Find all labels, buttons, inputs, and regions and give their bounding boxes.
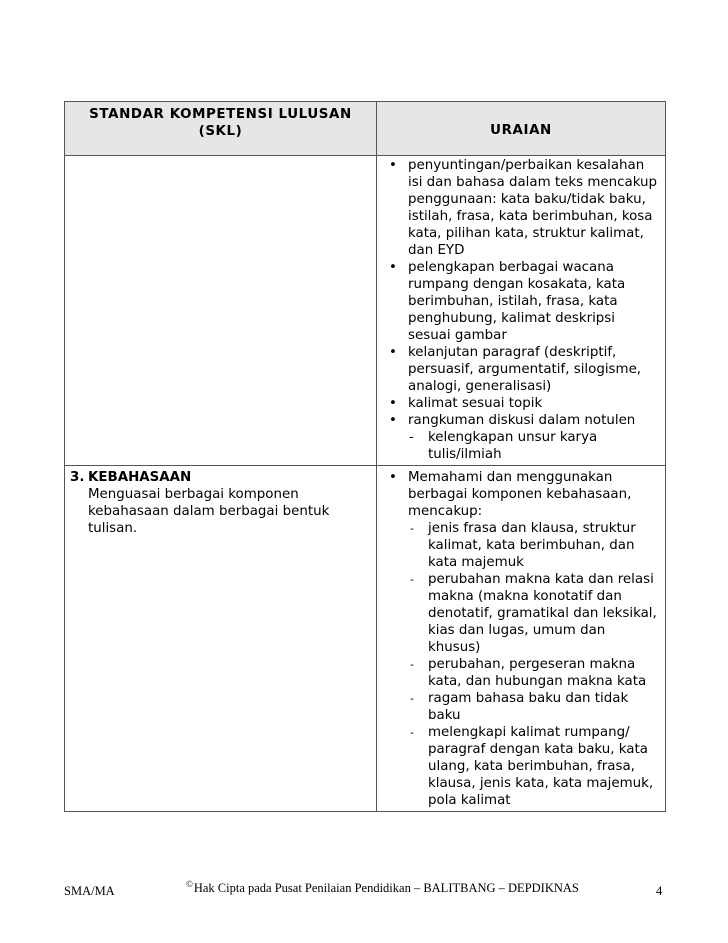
sub-list-item: - ragam bahasa baku dan tidak baku [410, 691, 629, 723]
sub-list-item: - jenis frasa dan klausa, struktur kalimat, kata berimbuhan, dan kata majemuk [410, 521, 636, 570]
sub-list-item: - perubahan, pergeseran makna kata, dan hubungan makna kata [410, 657, 647, 689]
header-uraian: URAIAN [377, 102, 666, 156]
list-item: • kalimat sesuai topik [389, 396, 543, 411]
skl-table [64, 101, 666, 812]
competency-title: KEBAHASAAN [88, 470, 192, 485]
page-number: 4 [656, 884, 663, 898]
competency-number: 3. [70, 470, 85, 485]
list-item: • kelanjutan paragraf (deskriptif, persuasif, argumentatif, silogisme, analogi, generalisasi) [389, 345, 642, 394]
uraian-cell-1 [377, 156, 666, 466]
list-item: • rangkuman diskusi dalam notulen - kelengkapan unsur karya tulis/ilmiah [377, 412, 661, 463]
table-row [65, 156, 666, 466]
skl-cell-empty [65, 156, 377, 466]
footer-school-level: SMA/MA [64, 884, 115, 898]
list-item: • penyuntingan/perbaikan kesalahan isi dan bahasa dalam teks mencakup penggunaan: kata baku/tidak baku, istilah, frasa, kata berimbuhan, kosa kata, pilihan kata, struktur kalimat, dan EYD [389, 158, 658, 258]
list-item: • pelengkapan berbagai wacana rumpang dengan kosakata, kata berimbuhan, istilah, frasa, kata penghubung, kalimat deskripsi sesuai gambar [389, 260, 626, 343]
competency-description: Menguasai berbagai komponen kebahasaan dalam berbagai bentuk tulisan. [88, 487, 330, 536]
skl-cell-kebahasaan [65, 466, 377, 812]
table-row [65, 466, 666, 812]
footer-copyright-text: Hak Cipta pada Pusat Penilaian Pendidikan – BALITBANG – DEPDIKNAS [193, 881, 579, 896]
sub-list-item: - melengkapi kalimat rumpang/ paragraf dengan kata baku, kata ulang, kata berimbuhan, frasa, klausa, jenis kata, kata majemuk, pola kalimat [410, 725, 654, 808]
list-item: • Memahami dan menggunakan berbagai komponen kebahasaan, mencakup: - jenis frasa dan klausa, struktur kalimat, kata berimbuhan, dan kata majemuk - perubahan makna kata dan relasi makna (makna konotatif dan denotatif, gramatikal dan leksikal, kias dan lugas, umum dan khusus) - perubahan, pergeseran makna kata, dan hubungan makna kata - ragam bahasa baku dan tidak baku - melengkapi kalimat rumpang/ paragraf dengan kata baku, kata ulang, kata berimbuhan, frasa, klausa, jenis kata, kata majemuk, pola kalimat [377, 469, 661, 809]
sub-list-item: - perubahan makna kata dan relasi makna (makna konotatif dan denotatif, gramatikal dan leksikal, kias dan lugas, umum dan khusus) [410, 572, 657, 655]
copyright-symbol: © [186, 879, 193, 889]
header-skl: STANDAR KOMPETENSI LULUSAN (SKL) [65, 102, 377, 156]
sub-list-item: - kelengkapan unsur karya tulis/ilmiah [409, 430, 598, 462]
uraian-cell-2 [377, 466, 666, 812]
table-header-row [65, 102, 666, 156]
footer-copyright [186, 879, 579, 896]
